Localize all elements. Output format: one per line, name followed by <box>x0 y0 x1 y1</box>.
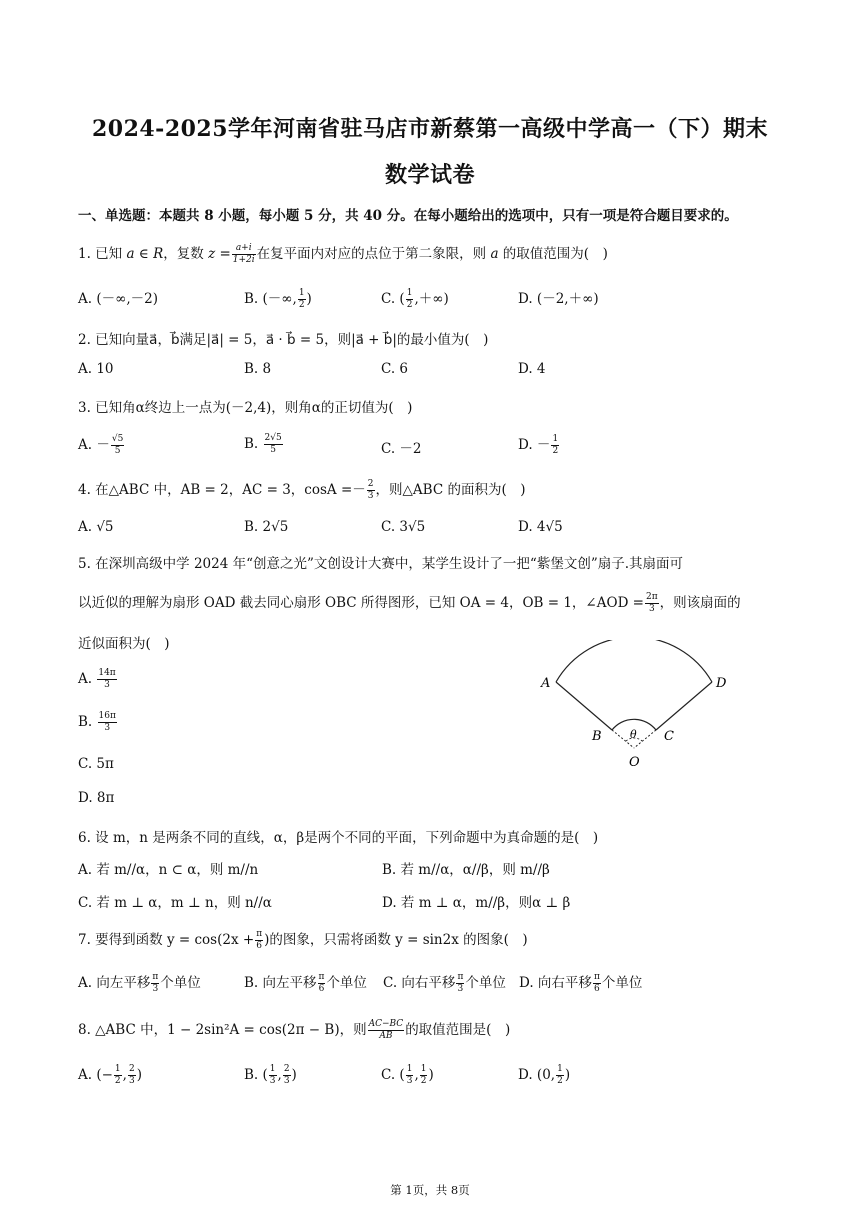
q8-text: 的取值范围是( ) <box>405 1022 511 1038</box>
q3-option-b-text: B. <box>244 436 263 452</box>
question-8 <box>78 1018 510 1042</box>
dashed-radius-oc <box>634 730 656 748</box>
q1-option-c-text: C. ( <box>381 291 405 307</box>
fraction <box>269 1064 277 1087</box>
q5-option-b-text: B. <box>78 714 97 730</box>
q1-fraction-num: a+i <box>232 243 256 255</box>
fraction-den: 6 <box>318 984 325 994</box>
segment-dc <box>656 682 712 730</box>
fraction <box>264 433 283 456</box>
q8-option-b <box>244 1064 297 1087</box>
fraction-num: π <box>593 972 600 982</box>
page-subtitle: 数学试卷 <box>384 162 475 188</box>
q3-option-c: C. －2 <box>381 441 422 457</box>
q4-text: ，则△ABC 的面积为( ) <box>375 482 526 498</box>
fraction-num: √5 <box>111 434 124 444</box>
q2-option-c: C. 6 <box>381 361 409 377</box>
q8-option-b-text: , <box>277 1067 282 1083</box>
q7-option-b <box>244 971 367 995</box>
fraction-num: 1 <box>406 1064 413 1074</box>
label-b: B <box>592 729 602 744</box>
q1-option-c <box>381 287 449 311</box>
fraction-num: 16π <box>98 711 116 721</box>
label-d: D <box>716 676 727 691</box>
fraction-den: 3 <box>406 1076 413 1086</box>
fraction <box>298 288 306 311</box>
fan-sector-diagram <box>534 640 734 780</box>
question-7 <box>78 928 528 952</box>
fraction <box>114 1064 122 1087</box>
q7-option-a-text: 个单位 <box>160 975 201 991</box>
q7-option-d <box>519 971 642 995</box>
q8-option-c <box>381 1064 434 1087</box>
page-title: 2024-2025学年河南省驻马店市新蔡第一高级中学高一（下）期末 <box>91 116 769 142</box>
q5-option-b <box>78 711 118 734</box>
fraction-den: 3 <box>457 984 464 994</box>
q1-option-a: A. (－∞,－2) <box>78 291 158 307</box>
fraction-den: 2 <box>298 300 305 310</box>
label-a: A <box>541 676 551 691</box>
fraction-den: 3 <box>104 680 110 690</box>
section-heading: 一、单选题：本题共 8 小题，每小题 5 分，共 40 分。在每小题给出的选项中，只有一项是符合题目要求的。 <box>78 208 738 224</box>
fraction-den: 3 <box>648 604 655 614</box>
q1-text: 1. 已知 <box>78 246 127 262</box>
q1-option-d: D. (－2,＋∞) <box>518 291 599 307</box>
fraction-den: 2 <box>557 1076 563 1086</box>
question-5-line-2 <box>78 591 741 615</box>
fraction-num: 1 <box>298 288 305 298</box>
fraction <box>111 434 124 457</box>
q5-option-a <box>78 668 118 691</box>
q7-text: 7. 要得到函数 y = cos(2x + <box>78 932 255 948</box>
q8-option-d-text: D. (0, <box>518 1067 556 1083</box>
question-5-line-3: 近似面积为( ) <box>78 636 170 652</box>
q1-math: z = <box>208 246 231 262</box>
fraction-num: 1 <box>406 288 413 298</box>
q4-option-c: C. 3√5 <box>381 519 426 535</box>
label-o: O <box>629 755 640 770</box>
fraction-num: 1 <box>114 1064 121 1074</box>
q1-option-b-text: ) <box>306 291 312 307</box>
fraction-den: 2 <box>420 1076 427 1086</box>
fraction <box>593 972 601 995</box>
q1-text: ，复数 <box>163 246 209 262</box>
q1-option-b-text: B. (－∞, <box>244 291 297 307</box>
label-c: C <box>664 729 674 744</box>
fraction-den: 3 <box>283 1076 290 1086</box>
q5-option-c: C. 5π <box>78 756 114 772</box>
q8-option-c-text: ) <box>428 1067 434 1083</box>
question-3: 3. 已知角α终边上一点为(－2,4)，则角α的正切值为( ) <box>78 400 413 416</box>
fraction <box>98 711 117 734</box>
q5-text: ，则该扇面的 <box>659 595 741 611</box>
q1-option-c-text: ,＋∞) <box>414 291 449 307</box>
q3-option-d <box>518 433 560 457</box>
q4-option-a: A. √5 <box>78 519 114 535</box>
q6-option-b: B. 若 m//α，α//β，则 m//β <box>382 862 550 878</box>
q1-text: 的取值范围为( ) <box>498 246 608 262</box>
q8-option-d <box>518 1064 570 1087</box>
q2-option-d: D. 4 <box>518 361 546 377</box>
q3-option-d-text: D. － <box>518 437 551 453</box>
segment-ab <box>556 682 612 730</box>
fraction <box>128 1064 136 1087</box>
q1-fraction-den: 1+2i <box>232 255 255 265</box>
fraction-den: 2 <box>406 300 413 310</box>
page-footer: 第 1页，共 8页 <box>390 1183 470 1197</box>
q7-option-b-text: 个单位 <box>326 975 367 991</box>
fraction-num: π <box>457 972 464 982</box>
q4-option-b: B. 2√5 <box>244 519 289 535</box>
fraction <box>645 592 659 615</box>
fraction <box>556 1064 564 1087</box>
fraction <box>368 1019 405 1042</box>
q8-option-a <box>78 1064 142 1087</box>
q1-math: a <box>490 246 499 262</box>
q7-option-c-text: C. 向右平移 <box>383 975 456 991</box>
q7-option-b-text: B. 向左平移 <box>244 975 317 991</box>
q6-option-a: A. 若 m//α，n ⊂ α，则 m//n <box>78 862 259 878</box>
fraction <box>367 479 375 502</box>
fraction-den: 3 <box>269 1076 276 1086</box>
question-6: 6. 设 m，n 是两条不同的直线，α，β是两个不同的平面，下列命题中为真命题的是( ) <box>78 830 599 846</box>
fraction <box>151 972 159 995</box>
fraction-den: 3 <box>152 984 159 994</box>
fraction-num: π <box>318 972 325 982</box>
q8-option-c-text: C. ( <box>381 1067 405 1083</box>
outer-arc <box>556 640 712 682</box>
fraction-num: AC−BC <box>368 1019 404 1029</box>
q2-option-b: B. 8 <box>244 361 272 377</box>
fraction-den: 5 <box>270 445 276 455</box>
fraction-den: AB <box>379 1031 393 1041</box>
fraction-num: 14π <box>98 668 116 678</box>
fraction <box>551 434 559 457</box>
q7-option-d-text: 个单位 <box>601 975 643 991</box>
fraction-num: 2π <box>646 592 658 602</box>
q1-fraction <box>232 243 256 266</box>
q7-option-d-text: D. 向右平移 <box>519 975 592 991</box>
fraction <box>283 1064 291 1087</box>
fraction <box>255 929 263 952</box>
q7-text: )的图象，只需将函数 y = sin2x 的图象( ) <box>264 932 528 948</box>
fraction-num: 1 <box>557 1064 563 1074</box>
fraction <box>420 1064 428 1087</box>
fraction-num: 1 <box>420 1064 427 1074</box>
q4-option-d: D. 4√5 <box>518 519 563 535</box>
q3-option-b <box>244 433 284 456</box>
question-5-line-1: 5. 在深圳高级中学 2024 年“创意之光”文创设计大赛中，某学生设计了一把“紫堡文创”扇子.其扇面可 <box>78 556 684 572</box>
fraction-den: 3 <box>128 1076 135 1086</box>
q1-math: a ∈ R <box>126 246 164 262</box>
q7-option-a <box>78 971 201 995</box>
fraction-num: 2√5 <box>264 433 282 443</box>
fraction-num: 2 <box>283 1064 290 1074</box>
fraction <box>456 972 464 995</box>
q5-option-d: D. 8π <box>78 790 115 806</box>
q7-option-a-text: A. 向左平移 <box>78 975 151 991</box>
fraction-num: 1 <box>269 1064 276 1074</box>
fraction-den: 6 <box>594 984 600 994</box>
fraction-num: 2 <box>367 479 374 489</box>
fraction-den: 2 <box>552 446 559 456</box>
fraction-den: 6 <box>256 941 263 951</box>
fraction-num: 2 <box>128 1064 135 1074</box>
label-theta: θ <box>630 728 637 741</box>
fraction <box>406 1064 414 1087</box>
fraction-den: 5 <box>114 446 121 456</box>
fraction-num: π <box>152 972 159 982</box>
q4-text: 4. 在△ABC 中，AB = 2，AC = 3，cosA =－ <box>78 482 366 498</box>
q6-option-d: D. 若 m ⊥ α，m//β，则α ⊥ β <box>382 895 571 911</box>
question-2: 2. 已知向量a⃗，b⃗满足|a⃗| = 5，a⃗ · b⃗ = 5，则|a⃗ + b⃗|的最小值为( ) <box>78 332 489 348</box>
fraction <box>97 668 116 691</box>
q8-option-c-text: , <box>414 1067 419 1083</box>
q3-option-a-text: A. － <box>78 437 110 453</box>
fraction <box>406 288 414 311</box>
q8-option-a-text: A. (− <box>78 1067 113 1083</box>
q2-option-a: A. 10 <box>78 361 114 377</box>
q8-text: 8. △ABC 中，1 − 2sin²A = cos(2π − B)，则 <box>78 1022 367 1038</box>
q5-text: 以近似的理解为扇形 OAD 截去同心扇形 OBC 所得图形，已知 OA = 4，OB = 1，∠AOD = <box>78 595 644 611</box>
q8-option-b-text: B. ( <box>244 1067 268 1083</box>
fraction-num: 1 <box>552 434 559 444</box>
fraction-num: π <box>256 929 263 939</box>
question-4 <box>78 478 525 502</box>
fraction-den: 3 <box>367 491 374 501</box>
q8-option-a-text: ) <box>136 1067 142 1083</box>
q6-option-c: C. 若 m ⊥ α，m ⊥ n，则 n//α <box>78 895 272 911</box>
q8-option-d-text: ) <box>564 1067 571 1083</box>
q1-text: 在复平面内对应的点位于第二象限，则 <box>256 246 491 262</box>
q7-option-c-text: 个单位 <box>465 975 506 991</box>
q8-option-b-text: ) <box>291 1067 297 1083</box>
q5-option-a-text: A. <box>78 671 97 687</box>
q1-option-b <box>244 287 312 311</box>
fraction-den: 2 <box>114 1076 121 1086</box>
q7-option-c <box>383 971 506 995</box>
question-1 <box>78 242 608 266</box>
q3-option-a <box>78 433 125 457</box>
fraction <box>318 972 326 995</box>
q8-option-a-text: , <box>122 1067 127 1083</box>
fan-sector-figure <box>534 640 734 784</box>
fraction-den: 3 <box>104 723 111 733</box>
